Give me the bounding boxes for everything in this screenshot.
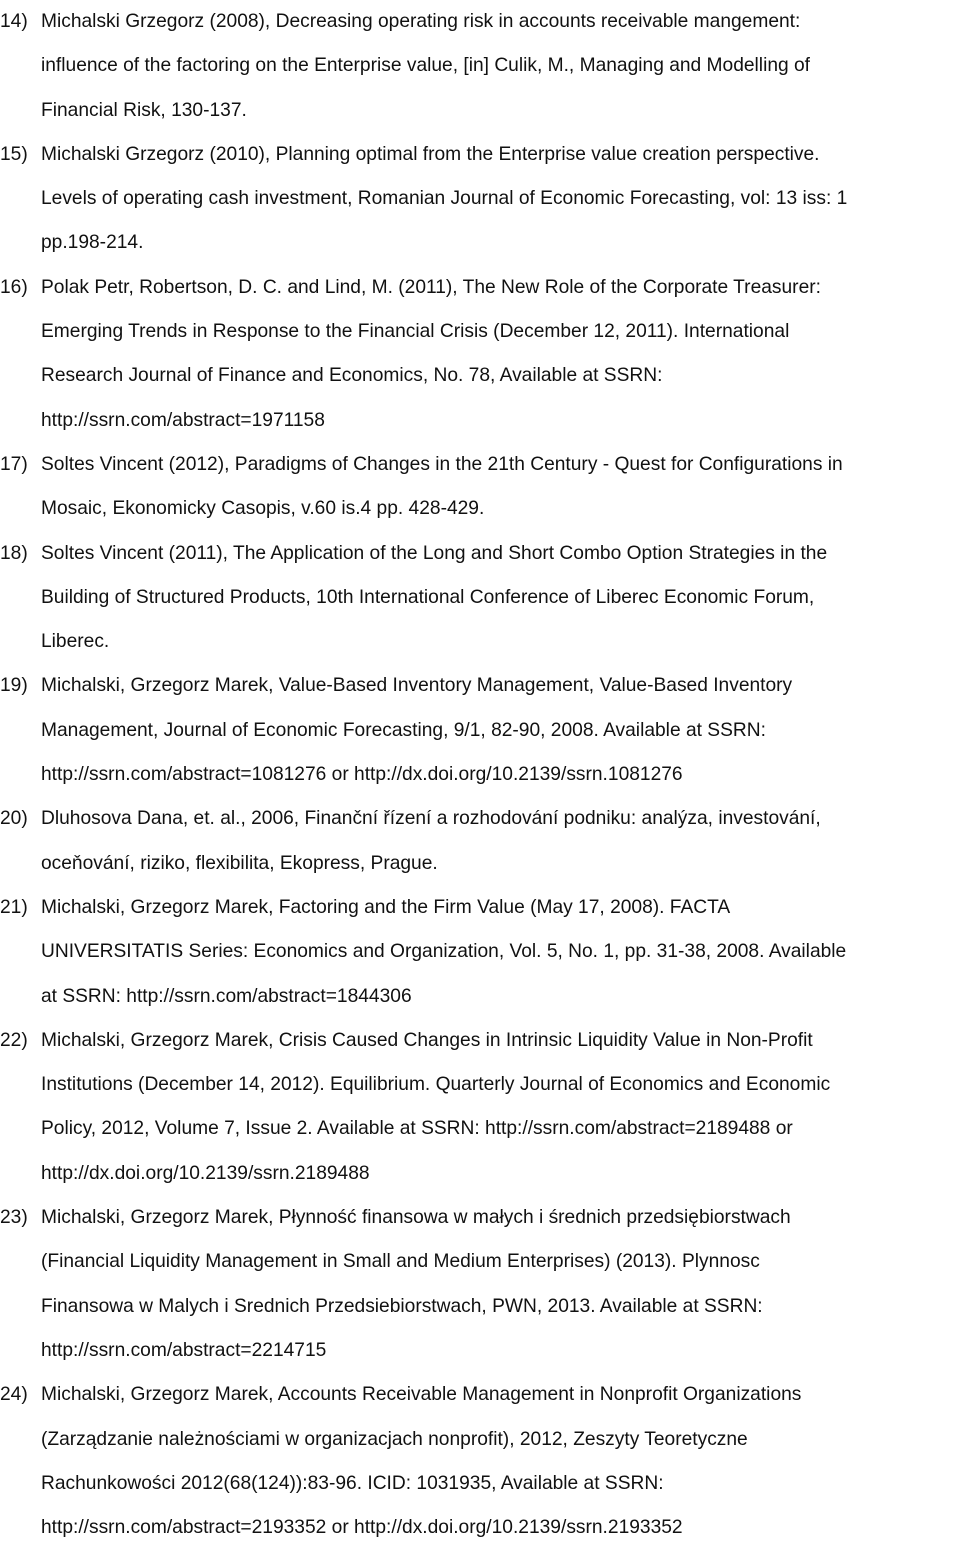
reference-text-line: http://ssrn.com/abstract=1971158 [41, 409, 325, 431]
reference-text-line: Liberec. [41, 631, 110, 653]
reference-item [0, 1019, 960, 1196]
reference-item [0, 1373, 960, 1550]
reference-text-line: Institutions (December 14, 2012). Equilibrium. Quarterly Journal of Economics and Economic [41, 1074, 831, 1096]
reference-number: 18) [0, 542, 28, 564]
reference-text-line: Michalski Grzegorz (2010), Planning optimal from the Enterprise value creation perspective. [41, 143, 820, 165]
reference-number: 15) [0, 143, 28, 165]
reference-text-line: http://dx.doi.org/10.2139/ssrn.2189488 [41, 1162, 370, 1184]
reference-text-line: Michalski, Grzegorz Marek, Value-Based Inventory Management, Value-Based Inventory [41, 675, 793, 697]
reference-number: 24) [0, 1384, 28, 1406]
reference-number: 21) [0, 896, 28, 918]
reference-text-line: Michalski, Grzegorz Marek, Płynność finansowa w małych i średnich przedsiębiorstwach [41, 1207, 791, 1229]
reference-text-line: Soltes Vincent (2012), Paradigms of Changes in the 21th Century - Quest for Configurations in [41, 453, 843, 475]
reference-text-line: Michalski, Grzegorz Marek, Accounts Receivable Management in Nonprofit Organizations [41, 1384, 802, 1406]
reference-number: 23) [0, 1207, 28, 1229]
reference-text-line: Soltes Vincent (2011), The Application of the Long and Short Combo Option Strategies in the [41, 542, 828, 564]
reference-item [0, 133, 960, 266]
reference-item [0, 532, 960, 665]
reference-text-line: Michalski, Grzegorz Marek, Crisis Caused Changes in Intrinsic Liquidity Value in Non-Profit [41, 1029, 813, 1051]
reference-text-line: Rachunkowości 2012(68(124)):83-96. ICID: 1031935, Available at SSRN: [41, 1472, 664, 1494]
reference-text-line: Management, Journal of Economic Forecasting, 9/1, 82-90, 2008. Available at SSRN: [41, 719, 766, 741]
reference-item [0, 797, 960, 886]
reference-text-line: Mosaic, Ekonomicky Casopis, v.60 is.4 pp. 428-429. [41, 498, 485, 520]
reference-item [0, 443, 960, 532]
reference-text-line: Michalski, Grzegorz Marek, Factoring and the Firm Value (May 17, 2008). FACTA [41, 896, 731, 918]
reference-text-line: http://ssrn.com/abstract=1081276 or http://dx.doi.org/10.2139/ssrn.1081276 [41, 764, 683, 786]
reference-text-line: Levels of operating cash investment, Romanian Journal of Economic Forecasting, vol: 13 iss: 1 [41, 188, 848, 210]
reference-text-line: Emerging Trends in Response to the Financial Crisis (December 12, 2011). International [41, 321, 790, 343]
reference-item [0, 664, 960, 797]
reference-text-line: Financial Risk, 130-137. [41, 99, 247, 121]
reference-number: 19) [0, 675, 28, 697]
reference-number: 17) [0, 453, 28, 475]
reference-text-line: influence of the factoring on the Enterprise value, [in] Culik, M., Managing and Modelling of [41, 55, 811, 77]
reference-text-line: http://ssrn.com/abstract=2214715 [41, 1339, 327, 1361]
reference-text-line: UNIVERSITATIS Series: Economics and Organization, Vol. 5, No. 1, pp. 31-38, 2008. Available [41, 941, 847, 963]
reference-item [0, 886, 960, 1019]
reference-number: 22) [0, 1029, 28, 1051]
reference-text-line: Dluhosova Dana, et. al., 2006, Finanční řízení a rozhodování podniku: analýza, investování, [41, 808, 821, 830]
reference-text-line: Finansowa w Malych i Srednich Przedsiebiorstwach, PWN, 2013. Available at SSRN: [41, 1295, 763, 1317]
reference-text-line: Michalski Grzegorz (2008), Decreasing operating risk in accounts receivable mangement: [41, 11, 801, 32]
reference-text-line: Polak Petr, Robertson, D. C. and Lind, M. (2011), The New Role of the Corporate Treasurer: [41, 276, 821, 298]
reference-text-line: oceňování, riziko, flexibilita, Ekopress, Prague. [41, 852, 438, 874]
reference-text-line: Building of Structured Products, 10th International Conference of Liberec Economic Forum, [41, 586, 815, 608]
reference-number: 20) [0, 808, 28, 830]
reference-item [0, 0, 960, 133]
reference-number: 14) [0, 11, 28, 32]
reference-text-line: Policy, 2012, Volume 7, Issue 2. Available at SSRN: http://ssrn.com/abstract=2189488 or [41, 1118, 793, 1140]
reference-text-line: pp.198-214. [41, 232, 144, 254]
reference-item [0, 1196, 960, 1373]
reference-text-line: (Zarządzanie należnościami w organizacjach nonprofit), 2012, Zeszyty Teoretyczne [41, 1428, 748, 1450]
reference-item [0, 266, 960, 443]
reference-number: 16) [0, 276, 28, 298]
reference-text-line: at SSRN: http://ssrn.com/abstract=1844306 [41, 985, 412, 1007]
reference-text-line: (Financial Liquidity Management in Small and Medium Enterprises) (2013). Plynnosc [41, 1251, 760, 1273]
reference-text-line: http://ssrn.com/abstract=2193352 or http://dx.doi.org/10.2139/ssrn.2193352 [41, 1517, 683, 1539]
reference-text-line: Research Journal of Finance and Economics, No. 78, Available at SSRN: [41, 365, 663, 387]
